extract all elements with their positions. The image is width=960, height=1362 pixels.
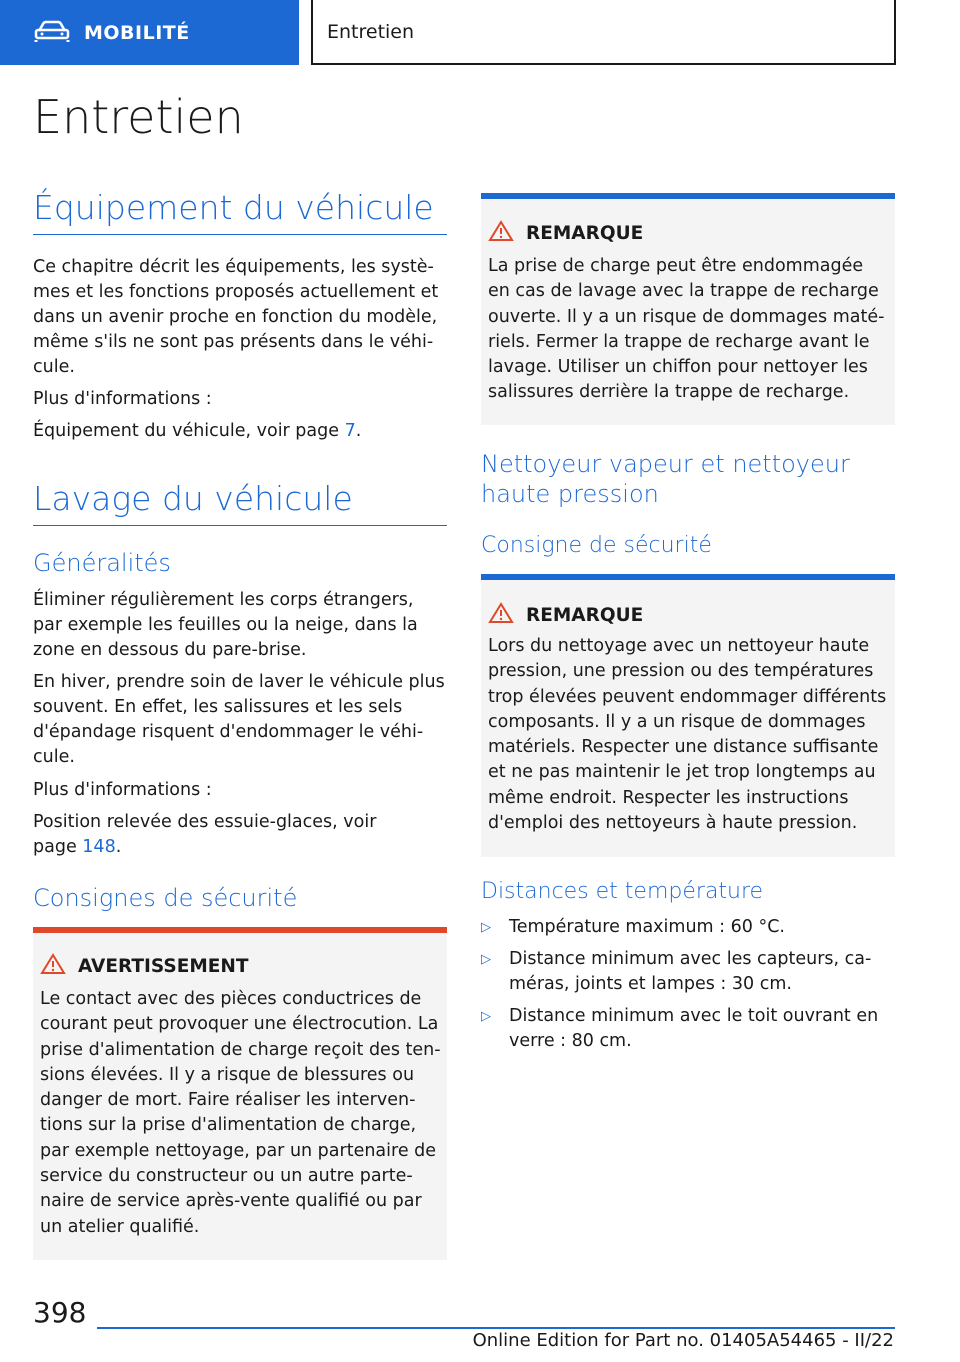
note-bar	[481, 193, 895, 199]
cross-reference: Position relevée des essuie-glaces, voir page 148.	[33, 812, 377, 857]
page-title: Entretien	[33, 90, 244, 144]
page-link[interactable]: 7	[344, 421, 356, 441]
heading-equipement: Équipement du véhicule	[33, 188, 434, 227]
warning-label: AVERTISSEMENT	[78, 955, 249, 977]
list-item: ▷ Distance minimum avec les capteurs, ca- méras, joints et lampes : 30 cm.	[481, 947, 895, 997]
warning-header	[40, 953, 249, 979]
heading-rule	[33, 234, 447, 235]
heading-distances: Distances et température	[481, 879, 764, 904]
note-box	[481, 574, 895, 857]
note-bar	[481, 574, 895, 580]
cross-reference: Équipement du véhicule, voir page 7.	[33, 421, 362, 441]
note-box	[481, 193, 895, 425]
page-link[interactable]: 148	[82, 837, 116, 857]
note-label: REMARQUE	[526, 604, 644, 626]
note-label: REMARQUE	[526, 222, 644, 244]
warning-triangle-icon	[488, 220, 514, 246]
triangle-bullet-icon: ▷	[481, 952, 491, 967]
footer-edition: Online Edition for Part no. 01405A54465 - II/22	[472, 1330, 894, 1351]
note-text: Lors du nettoyage avec un nettoyeur haute pression, une pression ou des températures trop élevées peuvent endommager différents composants. Il y a un risque de dommages matériels. Respecter une distance suffisante et ne pas maintenir le jet trop longtemps au même endroit. Respecter les instructions d'emploi des nettoyeurs à haute pression.	[488, 636, 887, 834]
list-item: ▷ Distance minimum avec le toit ouvrant en verre : 80 cm.	[481, 1004, 895, 1054]
header-section-title: Entretien	[311, 0, 896, 65]
heading-rule	[33, 525, 447, 526]
more-info-label: Plus d'informations :	[33, 389, 212, 409]
warning-box	[33, 927, 447, 1260]
note-header	[488, 220, 643, 246]
heading-lavage: Lavage du véhicule	[33, 479, 353, 518]
footer-rule	[97, 1327, 895, 1329]
triangle-bullet-icon: ▷	[481, 1009, 491, 1024]
warning-triangle-icon	[488, 602, 514, 628]
paragraph-generalites-2: En hiver, prendre soin de laver le véhicule plus souvent. En effet, les salissures et les sels d'épandage risquent d'endommager le véhi- cule.	[33, 672, 445, 767]
car-icon	[34, 19, 70, 47]
note-header	[488, 602, 643, 628]
heading-nettoyeur: Nettoyeur vapeur et nettoyeur haute pression	[481, 450, 850, 508]
paragraph-equipement: Ce chapitre décrit les équipements, les systè- mes et les fonctions proposés actuellement et dans un avenir proche en fonction du modèle, même s'ils ne sont pas présents dans le véhi- cule.	[33, 257, 439, 377]
more-info-label: Plus d'informations :	[33, 780, 212, 800]
triangle-bullet-icon: ▷	[481, 920, 491, 935]
paragraph-generalites-1: Éliminer régulièrement les corps étrangers, par exemple les feuilles ou la neige, dans la zone en dessous du pare-brise.	[33, 590, 418, 660]
warning-bar	[33, 927, 447, 933]
heading-generalites: Généralités	[33, 549, 171, 577]
header-tab-label: MOBILITÉ	[84, 21, 190, 44]
heading-consignes: Consignes de sécurité	[33, 884, 298, 912]
warning-triangle-icon	[40, 953, 66, 979]
heading-consigne-securite: Consigne de sécurité	[481, 533, 712, 558]
note-text: La prise de charge peut être endommagée en cas de lavage avec la trappe de recharge ouverte. Il y a un risque de dommages maté- riels. Fermer la trappe de recharge avant le lavage. Utiliser un chiffon pour nettoyer les salissures derrière la trappe de recharge.	[488, 256, 885, 403]
warning-text: Le contact avec des pièces conductrices de courant peut provoquer une électrocution. La prise d'alimentation de charge reçoit des ten- sions élevées. Il y a risque de blessures ou danger de mort. Faire réaliser les interven- tions sur la prise d'alimentation de charge, par exemple nettoyage, par un partenaire de service du constructeur ou un autre parte- naire de service après-vente qualifié ou par un atelier qualifié.	[40, 989, 441, 1237]
header-tab-mobilite[interactable]	[0, 0, 299, 65]
page-number: 398	[33, 1296, 87, 1329]
list-item: ▷ Température maximum : 60 °C.	[481, 915, 895, 940]
